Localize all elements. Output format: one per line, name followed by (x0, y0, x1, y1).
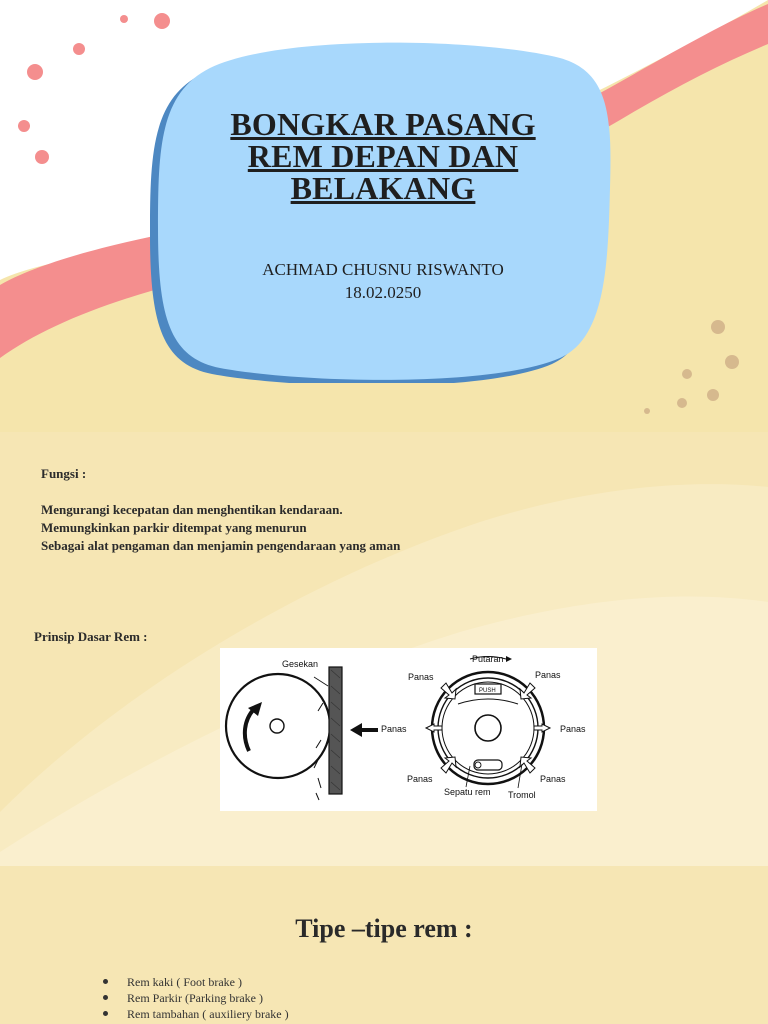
panas-label: Panas (560, 724, 586, 734)
sepatu-rem-label: Sepatu rem (444, 787, 491, 797)
panas-label: Panas (381, 724, 407, 734)
fungsi-item: Mengurangi kecepatan dan menghentikan kendaraan. (41, 502, 343, 517)
push-label: PUSH (479, 688, 496, 694)
list-item-label: Rem tambahan ( auxiliery brake ) (127, 1007, 289, 1021)
prinsip-label: Prinsip Dasar Rem : (34, 629, 148, 644)
content-slide (0, 432, 768, 866)
brake-principle-diagram (220, 648, 597, 811)
panas-label: Panas (540, 774, 566, 784)
types-slide (0, 866, 768, 1024)
fungsi-item: Memungkinkan parkir ditempat yang menurun (41, 520, 307, 535)
putaran-label: Putaran (472, 654, 504, 664)
panas-label: Panas (535, 670, 561, 680)
author-block (210, 258, 556, 304)
fungsi-list (41, 501, 400, 555)
gesekan-label: Gesekan (282, 659, 319, 669)
panas-label: Panas (408, 672, 434, 682)
list-item (100, 990, 289, 1006)
drum-brake-illustration (407, 654, 586, 800)
list-item (100, 974, 289, 990)
tromol-label: Tromol (508, 790, 536, 800)
slide-title: BONGKAR PASANG REM DEPAN DAN BELAKANG (230, 106, 536, 206)
bullet-icon (103, 979, 108, 984)
bullet-icon (103, 995, 108, 1000)
fungsi-item: Sebagai alat pengaman dan menjamin pengendaraan yang aman (41, 538, 401, 553)
bullet-icon (103, 1011, 108, 1016)
title-slide (0, 0, 768, 432)
author-name: ACHMAD CHUSNU RISWANTO (262, 260, 504, 279)
fungsi-label: Fungsi : (41, 466, 87, 481)
list-item-label: Rem kaki ( Foot brake ) (127, 975, 242, 989)
panas-label: Panas (407, 774, 433, 784)
types-title: Tipe –tipe rem : (295, 914, 473, 943)
list-item-label: Rem Parkir (Parking brake ) (127, 991, 263, 1005)
title-card (150, 38, 620, 383)
author-id: 18.02.0250 (344, 283, 422, 302)
brake-types-list (100, 974, 289, 1022)
list-item (100, 1006, 289, 1022)
rotating-disc-illustration (226, 659, 407, 800)
